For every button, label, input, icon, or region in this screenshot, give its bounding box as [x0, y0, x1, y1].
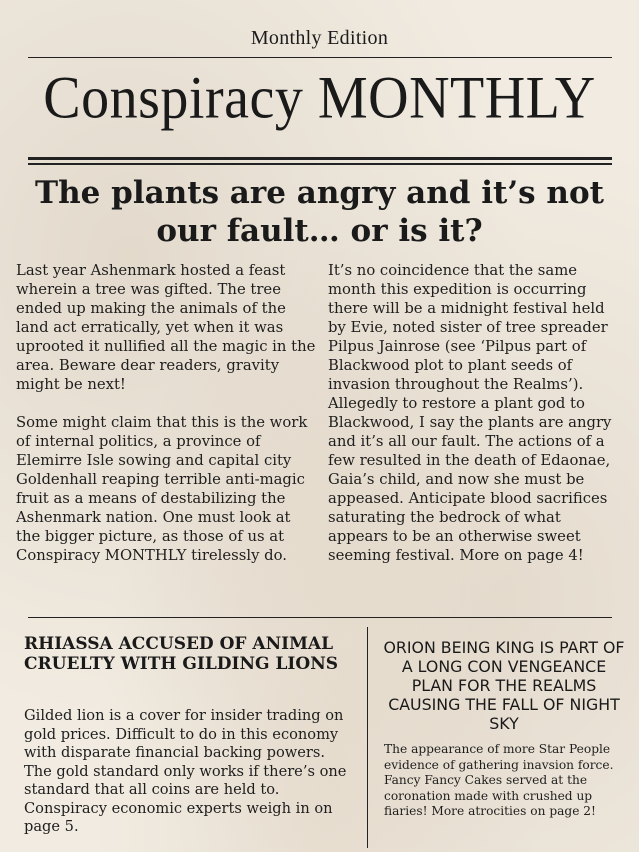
- top-rule: [28, 57, 612, 58]
- lead-left-column: [16, 261, 316, 565]
- masthead-rule-upper: [28, 157, 612, 160]
- edition-label: Monthly Edition: [250, 27, 389, 49]
- lead-paragraph: Some might claim that this is the work of internal politics, a province of Elemirre Isle sowing and capital city Goldenhall reaping terrible anti-magic fruit as a means of destabilizing the Ashenmark nation. One must look at the bigger picture, as those of us at Conspiracy MONTHLY tirelessly do.: [16, 414, 308, 564]
- story3-headline: ORION BEING KING IS PART OF A LONG CON VENGEANCE PLAN FOR THE REALMS CAUSING THE FALL OF NIGHT SKY: [383, 638, 625, 733]
- lead-headline: The plants are angry and it’s not our fault… or is it?: [35, 175, 604, 249]
- section-divider: [28, 617, 612, 618]
- lead-right-column: [328, 261, 624, 565]
- story3-body: The appearance of more Star People evidence of gathering inavsion force. Fancy Fancy Cakes served at the coronation made with crushed up fiaries! More atrocities on page 2!: [384, 742, 614, 818]
- story2-headline: RHIASSA ACCUSED OF ANIMAL CRUELTY WITH GILDING LIONS: [24, 634, 339, 674]
- lead-paragraph: Last year Ashenmark hosted a feast wherein a tree was gifted. The tree ended up making the animals of the land act erratically, yet when it was uprooted it nullified all the magic in the area. Beware dear readers, gravity might be next!: [16, 262, 316, 393]
- masthead-title: Conspiracy MONTHLY: [43, 64, 596, 132]
- story2-body: Gilded lion is a cover for insider trading on gold prices. Difficult to do in this economy with disparate financial backing powers. The gold standard only works if there’s one standard that all coins are held to. Conspiracy economic experts weigh in on page 5.: [24, 707, 347, 835]
- lead-paragraph: It’s no coincidence that the same month this expedition is occurring there will be a midnight festival held by Evie, noted sister of tree spreader Pilpus Jainrose (see ‘Pilpus part of Blackwood plot to plant seeds of invasion throughout the Realms’). Allegedly to restore a plant god to Blackwood, I say the plants are angry and it’s all our fault. The actions of a few resulted in the death of Edaonae, Gaia’s child, and now she must be appeased. Anticipate blood sacrifices saturating the bedrock of what appears to be an otherwise sweet seeming festival. More on page 4!: [328, 262, 612, 564]
- masthead-rule-lower: [28, 163, 612, 165]
- column-divider: [367, 627, 368, 848]
